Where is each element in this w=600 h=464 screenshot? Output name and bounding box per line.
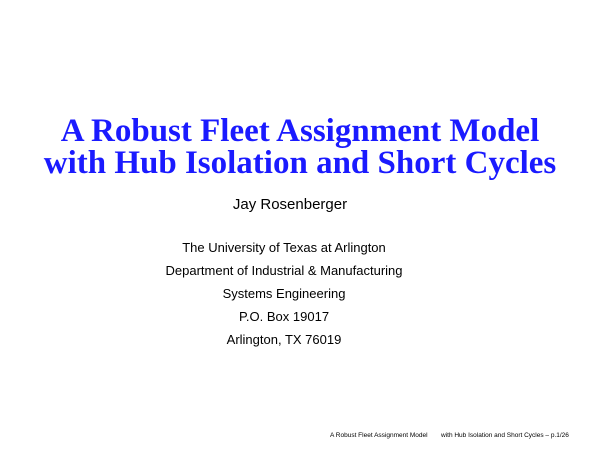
slide-title <box>0 115 600 179</box>
footer-subtitle-page: with Hub Isolation and Short Cycles – p.1/26 <box>441 432 569 439</box>
author-name: Jay Rosenberger <box>232 196 348 213</box>
affiliation-po-box: P.O. Box 19017 <box>238 309 330 324</box>
affiliation-program: Systems Engineering <box>222 286 346 301</box>
slide-title-line-1: A Robust Fleet Assignment Model <box>60 113 540 149</box>
footer-title: A Robust Fleet Assignment Model <box>330 432 428 439</box>
slide-title-line-2: with Hub Isolation and Short Cycles <box>43 145 557 181</box>
affiliation-block <box>0 236 568 351</box>
affiliation-department: Department of Industrial & Manufacturing <box>165 263 403 278</box>
affiliation-city: Arlington, TX 76019 <box>226 332 342 347</box>
affiliation-university: The University of Texas at Arlington <box>182 240 386 255</box>
